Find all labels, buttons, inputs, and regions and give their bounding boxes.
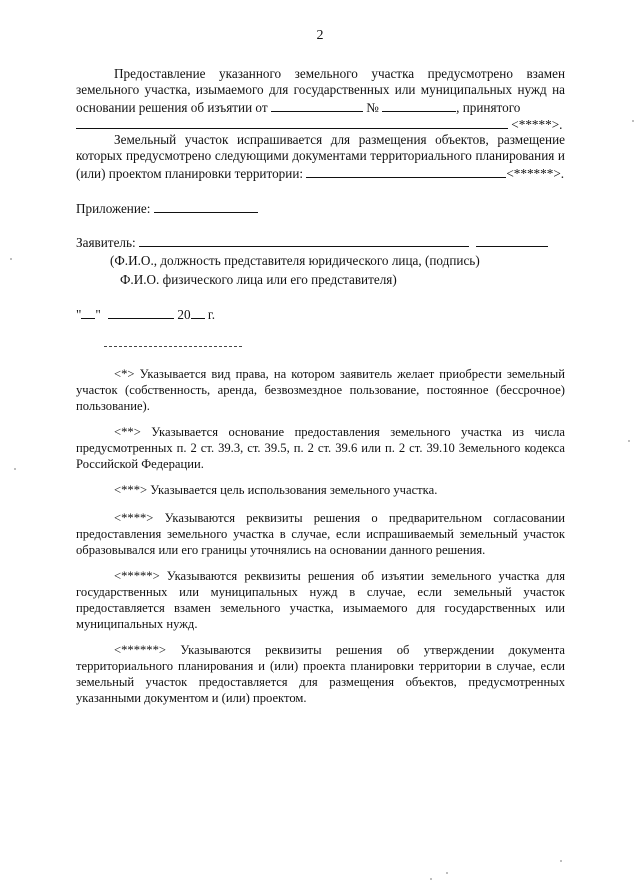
applicant-line — [76, 234, 565, 251]
day-blank — [81, 306, 95, 319]
attachment-label: Приложение: — [76, 201, 151, 216]
scan-speck — [446, 872, 448, 874]
para1-line3 — [76, 99, 565, 116]
issuing-authority-blank — [76, 116, 508, 129]
footnote-5: <*****> Указываются реквизиты решения об изъятии земельного участка для государственных или муниципальных нужд в случае, если земельный участок предоставляется взамен земельного участка, изымаемого для государственных или муниципальных нужд. — [76, 569, 565, 631]
para2-line2: которых предусмотрено следующими документами территориального планирования и — [76, 148, 565, 164]
decision-number-blank — [382, 99, 456, 112]
footnote-1: <*> Указывается вид права, на котором заявитель желает приобрести земельный участок (собственность, аренда, безвозмездное пользование, постоянное (бессрочное) пользование). — [76, 367, 565, 413]
month-blank — [108, 306, 174, 319]
footnote-2: <**> Указывается основание предоставления земельного участка из числа предусмотренных п. 2 ст. 39.3, ст. 39.5, п. 2 ст. 39.6 или п. 2 ст. 39.10 Земельного кодекса Российской Федерации. — [76, 425, 565, 471]
applicant-signature-blank — [476, 234, 548, 247]
applicant-name-blank — [139, 234, 469, 247]
scan-speck — [14, 468, 16, 470]
applicant-note2: Ф.И.О. физического лица или его представителя) — [120, 272, 397, 287]
year-prefix: 20 — [177, 307, 191, 322]
scan-speck — [628, 440, 630, 442]
applicant-note1: (Ф.И.О., должность представителя юридического лица, (подпись) — [110, 253, 480, 268]
date-quote-open: " — [76, 307, 82, 322]
attachment-line — [76, 200, 565, 217]
para2-line3 — [76, 165, 565, 182]
para1-line1: Предоставление указанного земельного участка предусмотрено взамен — [114, 66, 565, 81]
year-blank — [191, 306, 205, 319]
applicant-label: Заявитель: — [76, 235, 136, 250]
scan-speck — [632, 120, 634, 122]
number-sign: № — [366, 99, 379, 115]
paragraph-replacement — [76, 66, 565, 134]
scan-speck — [430, 878, 432, 880]
para1-line3-end: , принятого — [456, 99, 521, 115]
page-number: 2 — [316, 28, 324, 43]
para2-footnote-ref: <******>. — [506, 165, 565, 181]
para1-line3-text: основании решения об изъятии от — [76, 99, 268, 115]
date-line — [76, 306, 565, 323]
year-suffix: г. — [207, 307, 216, 322]
para2-line3-text: (или) проектом планировки территории: — [76, 165, 304, 181]
para1-footnote-ref: <*****>. — [511, 117, 563, 133]
footnote-3: <***> Указывается цель использования земельного участка. — [114, 483, 438, 497]
date-quote-close: " — [95, 307, 101, 322]
decision-date-blank — [271, 99, 363, 112]
para1-line2: земельного участка, изымаемого для государственных или муниципальных нужд на — [76, 82, 565, 98]
planning-docs-blank — [306, 165, 506, 178]
paragraph-planning-docs — [76, 132, 565, 182]
footnote-6: <******> Указываются реквизиты решения об утверждении документа территориального планирования и (или) проекта планировки территории в случае, если земельный участок предоставляется для размещения объектов, предусмотренных указанными документом и (или) проектом. — [76, 643, 565, 705]
scan-speck — [10, 258, 12, 260]
attachment-blank — [154, 200, 258, 213]
scan-speck — [560, 860, 562, 862]
para1-line4 — [76, 116, 565, 133]
para2-line1: Земельный участок испрашивается для размещения объектов, размещение — [114, 132, 565, 147]
footnote-separator — [104, 346, 242, 347]
footnote-4: <****> Указываются реквизиты решения о предварительном согласовании предоставления земельного участка в случае, если испрашиваемый земельный участок образовывался или его границы уточнялись на основании данного решения. — [76, 511, 565, 557]
